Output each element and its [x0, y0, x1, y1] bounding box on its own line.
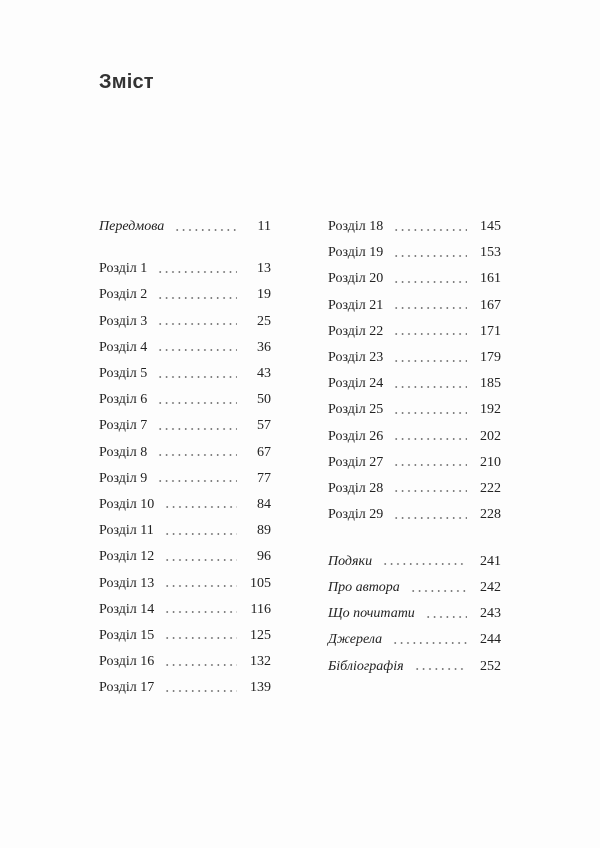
toc-entry [99, 413, 271, 439]
toc-entry-page: 116 [250, 601, 271, 617]
dot-leader [393, 228, 467, 232]
dot-leader [164, 505, 237, 509]
toc-entry [328, 240, 501, 266]
toc-entry-page: 139 [250, 680, 271, 696]
toc-entry [328, 601, 501, 627]
dot-leader [393, 516, 467, 520]
toc-entry [99, 623, 271, 649]
toc-entry-label: Розділ 9 [99, 470, 148, 486]
dot-leader [393, 437, 467, 441]
toc-entry-page: 84 [257, 496, 271, 512]
toc-entry-label: Розділ 28 [328, 480, 384, 496]
toc-entry-label: Розділ 29 [328, 507, 384, 523]
dot-leader [164, 636, 237, 640]
dot-leader [410, 589, 467, 593]
toc-entry-page: 167 [480, 297, 501, 313]
toc-entry [99, 466, 271, 492]
toc-entry-page: 89 [257, 523, 271, 539]
toc-entry-label: Розділ 19 [328, 245, 384, 261]
toc-back-matter [328, 549, 501, 680]
toc-entry-page: 171 [480, 323, 501, 339]
toc-entry [328, 502, 501, 528]
dot-leader [157, 427, 237, 431]
toc-entry-page: 192 [480, 402, 501, 418]
toc-entry-label: Розділ 25 [328, 402, 384, 418]
toc-entry-page: 228 [480, 507, 501, 523]
toc-entry [328, 266, 501, 292]
dot-leader [393, 280, 467, 284]
toc-entry-page: 132 [250, 654, 271, 670]
toc-entry-page: 11 [257, 219, 271, 235]
dot-leader [393, 332, 467, 336]
toc-entry-page: 210 [480, 454, 501, 470]
dot-leader [174, 228, 237, 232]
dot-leader [393, 489, 467, 493]
toc-entry-label: Розділ 27 [328, 454, 384, 470]
dot-leader [393, 306, 467, 310]
page-title: Зміст [99, 71, 154, 93]
toc-entry-label: Передмова [99, 219, 165, 235]
toc-entry [99, 518, 271, 544]
toc-entry [99, 570, 271, 596]
dot-leader [393, 359, 467, 363]
toc-entry-page: 241 [480, 553, 501, 569]
toc-entry-label: Розділ 13 [99, 575, 155, 591]
toc-chapters-1-17 [99, 256, 271, 701]
toc-entry-page: 57 [257, 418, 271, 434]
dot-leader [164, 584, 237, 588]
toc-entry-page: 77 [257, 470, 271, 486]
toc-entry-page: 96 [257, 549, 271, 565]
toc-entry-label: Розділ 8 [99, 444, 148, 460]
toc-entry [328, 397, 501, 423]
toc-entry-label: Розділ 6 [99, 392, 148, 408]
toc-entry-label: Розділ 17 [99, 680, 155, 696]
dot-leader [414, 667, 467, 671]
toc-entry-page: 36 [257, 339, 271, 355]
dot-leader [157, 270, 237, 274]
toc-entry [328, 293, 501, 319]
toc-entry-label: Розділ 16 [99, 654, 155, 670]
toc-entry [99, 282, 271, 308]
toc-entry-label: Розділ 5 [99, 366, 148, 382]
toc-entry [99, 649, 271, 675]
dot-leader [393, 385, 467, 389]
toc-entry-page: 145 [480, 219, 501, 235]
toc-entry [328, 654, 501, 680]
dot-leader [157, 348, 237, 352]
toc-entry-page: 125 [250, 627, 271, 643]
toc-entry-page: 19 [257, 287, 271, 303]
toc-entry-label: Розділ 14 [99, 601, 155, 617]
toc-entry [99, 335, 271, 361]
toc-entry-label: Про автора [328, 580, 400, 596]
toc-entry-label: Розділ 12 [99, 549, 155, 565]
toc-entry-page: 252 [480, 658, 501, 674]
toc-entry-label: Розділ 21 [328, 297, 384, 313]
toc-entry-page: 105 [250, 575, 271, 591]
dot-leader [393, 411, 467, 415]
toc-entry-page: 50 [257, 392, 271, 408]
dot-leader [164, 558, 237, 562]
toc-entry-page: 67 [257, 444, 271, 460]
dot-leader [164, 532, 237, 536]
toc-entry-page: 243 [480, 606, 501, 622]
toc-entry-label: Розділ 3 [99, 313, 148, 329]
toc-entry-page: 25 [257, 313, 271, 329]
toc-entry-label: Що почитати [328, 606, 415, 622]
toc-entry [328, 424, 501, 450]
toc-entry [99, 597, 271, 623]
toc-entry-page: 222 [480, 480, 501, 496]
toc-entry-label: Розділ 15 [99, 627, 155, 643]
toc-entry [328, 575, 501, 601]
dot-leader [164, 610, 237, 614]
toc-entry [328, 627, 501, 653]
toc-entry-label: Розділ 2 [99, 287, 148, 303]
toc-entry-page: 202 [480, 428, 501, 444]
toc-entry-page: 161 [480, 271, 501, 287]
dot-leader [157, 296, 237, 300]
dot-leader [392, 641, 467, 645]
toc-entry-label: Розділ 10 [99, 496, 155, 512]
toc-entry-page: 179 [480, 350, 501, 366]
toc-entry-label: Розділ 26 [328, 428, 384, 444]
toc-entry-label: Бібліографія [328, 658, 404, 674]
dot-leader [382, 562, 467, 566]
toc-entry-page: 43 [257, 366, 271, 382]
toc-entry [328, 450, 501, 476]
toc-entry-label: Розділ 22 [328, 323, 384, 339]
toc-entry-label: Джерела [328, 632, 383, 648]
toc-column-left [99, 214, 271, 701]
toc-entry-label: Розділ 18 [328, 219, 384, 235]
toc-entry-label: Розділ 11 [99, 523, 154, 539]
toc-entry [99, 440, 271, 466]
toc-entry-label: Розділ 23 [328, 350, 384, 366]
toc-entry [99, 492, 271, 518]
toc-entry-page: 185 [480, 376, 501, 392]
toc-entry [99, 675, 271, 701]
dot-leader [157, 322, 237, 326]
toc-entry-page: 153 [480, 245, 501, 261]
toc-entry [99, 309, 271, 335]
toc-entry-preface [99, 214, 271, 240]
toc-entry-label: Розділ 4 [99, 339, 148, 355]
toc-entry [328, 214, 501, 240]
dot-leader [164, 689, 237, 693]
dot-leader [164, 663, 237, 667]
toc-entry-page: 13 [257, 261, 271, 277]
toc-entry-page: 242 [480, 580, 501, 596]
toc-entry [328, 476, 501, 502]
toc-column-right [328, 214, 501, 680]
toc-entry-label: Розділ 20 [328, 271, 384, 287]
toc-chapters-18-29 [328, 214, 501, 528]
toc-entry [99, 544, 271, 570]
dot-leader [157, 479, 237, 483]
toc-entry-label: Розділ 7 [99, 418, 148, 434]
toc-entry-label: Подяки [328, 553, 373, 569]
toc-entry [99, 387, 271, 413]
dot-leader [157, 401, 237, 405]
dot-leader [425, 615, 467, 619]
dot-leader [157, 453, 237, 457]
toc-front-matter [99, 214, 271, 240]
dot-leader [393, 463, 467, 467]
toc-entry-page: 244 [480, 632, 501, 648]
toc-entry-label: Розділ 1 [99, 261, 148, 277]
toc-entry [328, 319, 501, 345]
toc-entry [328, 371, 501, 397]
toc-entry [99, 256, 271, 282]
toc-entry-label: Розділ 24 [328, 376, 384, 392]
dot-leader [393, 254, 467, 258]
toc-entry [328, 345, 501, 371]
toc-entry [328, 549, 501, 575]
dot-leader [157, 375, 237, 379]
toc-entry [99, 361, 271, 387]
